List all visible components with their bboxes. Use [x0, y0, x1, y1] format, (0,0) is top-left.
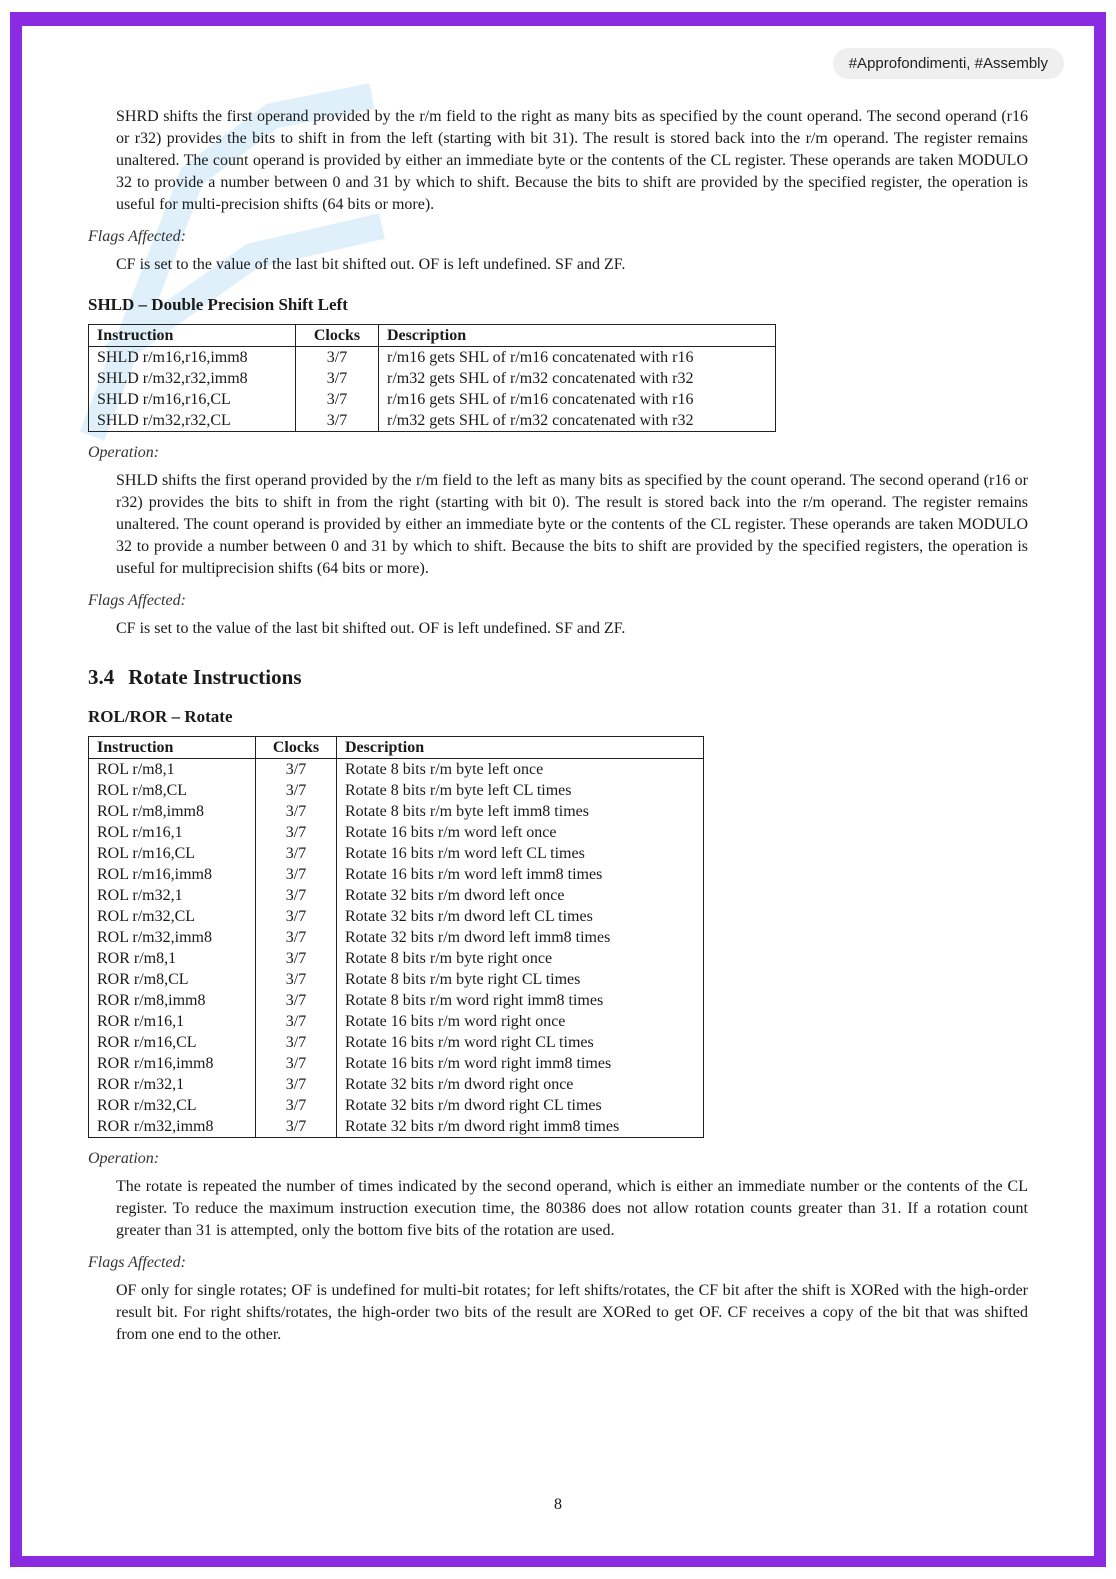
col-instruction: Instruction — [89, 737, 256, 759]
cell-instruction: SHLD r/m16,r16,CL — [89, 389, 296, 410]
col-instruction: Instruction — [89, 325, 296, 347]
cell-clocks: 3/7 — [256, 1011, 337, 1032]
cell-instruction: ROL r/m8,1 — [89, 759, 256, 781]
cell-description: Rotate 16 bits r/m word right imm8 times — [337, 1053, 704, 1074]
cell-description: r/m16 gets SHL of r/m16 concatenated with r16 — [379, 389, 776, 410]
cell-clocks: 3/7 — [256, 948, 337, 969]
tags-badge: #Approfondimenti, #Assembly — [833, 48, 1064, 79]
cell-description: Rotate 8 bits r/m byte left imm8 times — [337, 801, 704, 822]
shld-flags-text: CF is set to the value of the last bit shifted out. OF is left undefined. SF and ZF. — [116, 620, 626, 637]
cell-description: r/m32 gets SHL of r/m32 concatenated with r32 — [379, 410, 776, 432]
table-header-row — [89, 325, 776, 347]
cell-description: Rotate 8 bits r/m byte left CL times — [337, 780, 704, 801]
table-row — [89, 1032, 704, 1053]
section-title: Rotate Instructions — [128, 665, 302, 689]
main-content — [88, 106, 1028, 1346]
cell-description: Rotate 8 bits r/m byte right CL times — [337, 969, 704, 990]
cell-clocks: 3/7 — [256, 1074, 337, 1095]
cell-clocks: 3/7 — [256, 885, 337, 906]
cell-clocks: 3/7 — [256, 759, 337, 781]
cell-description: Rotate 16 bits r/m word left CL times — [337, 843, 704, 864]
cell-instruction: SHLD r/m32,r32,CL — [89, 410, 296, 432]
cell-instruction: ROR r/m16,1 — [89, 1011, 256, 1032]
document-page — [22, 26, 1094, 1556]
table-row — [89, 990, 704, 1011]
cell-clocks: 3/7 — [296, 389, 379, 410]
table-row — [89, 410, 776, 432]
cell-clocks: 3/7 — [256, 864, 337, 885]
table-row — [89, 1074, 704, 1095]
shrd-flags-label: Flags Affected: — [88, 228, 186, 245]
cell-instruction: ROR r/m8,CL — [89, 969, 256, 990]
cell-instruction: ROR r/m16,CL — [89, 1032, 256, 1053]
shrd-description: SHRD shifts the first operand provided by the r/m field to the right as many bits as specified by the count operand. The second operand (r16 or r32) provides the bits to shift in from the left (starting with bit 31). The result is stored back into the r/m operand. The register remains unaltered. The count operand is provided by either an immediate byte or the contents of the CL register. These operands are taken MODULO 32 to provide a number between 0 and 31 by which to shift. Because the bits to shift are provided by the specified register, the operation is useful for multi-precision shifts (64 bits or more). — [116, 108, 1028, 213]
cell-instruction: ROR r/m8,imm8 — [89, 990, 256, 1011]
cell-clocks: 3/7 — [256, 801, 337, 822]
section-heading — [88, 666, 1028, 688]
cell-description: Rotate 16 bits r/m word right once — [337, 1011, 704, 1032]
cell-description: Rotate 32 bits r/m dword left imm8 times — [337, 927, 704, 948]
table-row — [89, 368, 776, 389]
table-row — [89, 885, 704, 906]
cell-clocks: 3/7 — [296, 347, 379, 369]
rol-flags-text: OF only for single rotates; OF is undefined for multi-bit rotates; for left shifts/rotates, the CF bit after the shift is XORed with the high-order result bit. For right shifts/rotates, the high-order two bits of the result are XORed to get OF. CF receives a copy of the bit that was shifted from one end to the other. — [116, 1282, 1028, 1343]
cell-instruction: ROR r/m32,CL — [89, 1095, 256, 1116]
cell-instruction: ROR r/m8,1 — [89, 948, 256, 969]
cell-clocks: 3/7 — [296, 410, 379, 432]
rol-operation-label: Operation: — [88, 1150, 160, 1167]
table-row — [89, 969, 704, 990]
cell-description: Rotate 8 bits r/m word right imm8 times — [337, 990, 704, 1011]
cell-description: r/m16 gets SHL of r/m16 concatenated with r16 — [379, 347, 776, 369]
col-description: Description — [379, 325, 776, 347]
col-description: Description — [337, 737, 704, 759]
table-row — [89, 759, 704, 781]
table-row — [89, 1053, 704, 1074]
cell-description: Rotate 32 bits r/m dword right CL times — [337, 1095, 704, 1116]
cell-description: Rotate 16 bits r/m word left once — [337, 822, 704, 843]
cell-description: Rotate 8 bits r/m byte right once — [337, 948, 704, 969]
table-row — [89, 927, 704, 948]
rol-flags-label: Flags Affected: — [88, 1254, 186, 1271]
table-row — [89, 822, 704, 843]
shld-operation-label: Operation: — [88, 444, 160, 461]
cell-instruction: ROL r/m16,1 — [89, 822, 256, 843]
cell-instruction: ROL r/m32,imm8 — [89, 927, 256, 948]
cell-description: Rotate 32 bits r/m dword left CL times — [337, 906, 704, 927]
shld-table — [88, 324, 776, 432]
cell-instruction: SHLD r/m32,r32,imm8 — [89, 368, 296, 389]
cell-clocks: 3/7 — [256, 780, 337, 801]
cell-instruction: ROL r/m16,imm8 — [89, 864, 256, 885]
cell-clocks: 3/7 — [256, 1095, 337, 1116]
cell-description: Rotate 8 bits r/m byte left once — [337, 759, 704, 781]
table-row — [89, 1011, 704, 1032]
table-row — [89, 1095, 704, 1116]
cell-clocks: 3/7 — [256, 1053, 337, 1074]
table-row — [89, 864, 704, 885]
cell-clocks: 3/7 — [256, 1032, 337, 1053]
cell-instruction: ROL r/m8,CL — [89, 780, 256, 801]
cell-description: Rotate 32 bits r/m dword left once — [337, 885, 704, 906]
cell-description: Rotate 16 bits r/m word left imm8 times — [337, 864, 704, 885]
cell-description: r/m32 gets SHL of r/m32 concatenated with r32 — [379, 368, 776, 389]
cell-instruction: ROL r/m16,CL — [89, 843, 256, 864]
table-row — [89, 906, 704, 927]
table-header-row — [89, 737, 704, 759]
page-number: 8 — [554, 1496, 562, 1513]
table-row — [89, 389, 776, 410]
col-clocks: Clocks — [296, 325, 379, 347]
cell-clocks: 3/7 — [256, 843, 337, 864]
table-row — [89, 801, 704, 822]
cell-description: Rotate 32 bits r/m dword right once — [337, 1074, 704, 1095]
rol-table — [88, 736, 704, 1138]
cell-instruction: ROL r/m8,imm8 — [89, 801, 256, 822]
cell-instruction: ROR r/m16,imm8 — [89, 1053, 256, 1074]
section-number: 3.4 — [88, 665, 115, 689]
cell-clocks: 3/7 — [296, 368, 379, 389]
cell-instruction: ROR r/m32,imm8 — [89, 1116, 256, 1138]
cell-clocks: 3/7 — [256, 1116, 337, 1138]
cell-description: Rotate 16 bits r/m word right CL times — [337, 1032, 704, 1053]
rol-operation-text: The rotate is repeated the number of times indicated by the second operand, which is either an immediate number or the contents of the CL register. To reduce the maximum instruction execution time, the 80386 does not allow rotation counts greater than 31. If a rotation count greater than 31 is attempted, only the bottom five bits of the rotation are used. — [116, 1178, 1028, 1239]
cell-description: Rotate 32 bits r/m dword right imm8 times — [337, 1116, 704, 1138]
cell-clocks: 3/7 — [256, 927, 337, 948]
cell-instruction: ROL r/m32,1 — [89, 885, 256, 906]
cell-instruction: SHLD r/m16,r16,imm8 — [89, 347, 296, 369]
cell-clocks: 3/7 — [256, 906, 337, 927]
shrd-flags-text: CF is set to the value of the last bit shifted out. OF is left undefined. SF and ZF. — [116, 256, 626, 273]
table-row — [89, 347, 776, 369]
table-row — [89, 843, 704, 864]
table-row — [89, 780, 704, 801]
table-row — [89, 1116, 704, 1138]
shld-operation-text: SHLD shifts the first operand provided by the r/m field to the left as many bits as specified by the count operand. The second operand (r16 or r32) provides the bits to shift in from the right (starting with bit 0). The result is stored back into the r/m operand. The register remains unaltered. The count operand is provided by either an immediate byte or the contents of the CL register. These operands are taken MODULO 32 to provide a number between 0 and 31 by which to shift. Because the bits to shift are provided by the specified registers, the operation is useful for multiprecision shifts (64 bits or more). — [116, 472, 1028, 577]
rol-title: ROL/ROR – Rotate — [88, 707, 233, 726]
cell-clocks: 3/7 — [256, 969, 337, 990]
shld-flags-label: Flags Affected: — [88, 592, 186, 609]
cell-instruction: ROR r/m32,1 — [89, 1074, 256, 1095]
col-clocks: Clocks — [256, 737, 337, 759]
cell-instruction: ROL r/m32,CL — [89, 906, 256, 927]
cell-clocks: 3/7 — [256, 822, 337, 843]
shld-title: SHLD – Double Precision Shift Left — [88, 295, 348, 314]
cell-clocks: 3/7 — [256, 990, 337, 1011]
table-row — [89, 948, 704, 969]
